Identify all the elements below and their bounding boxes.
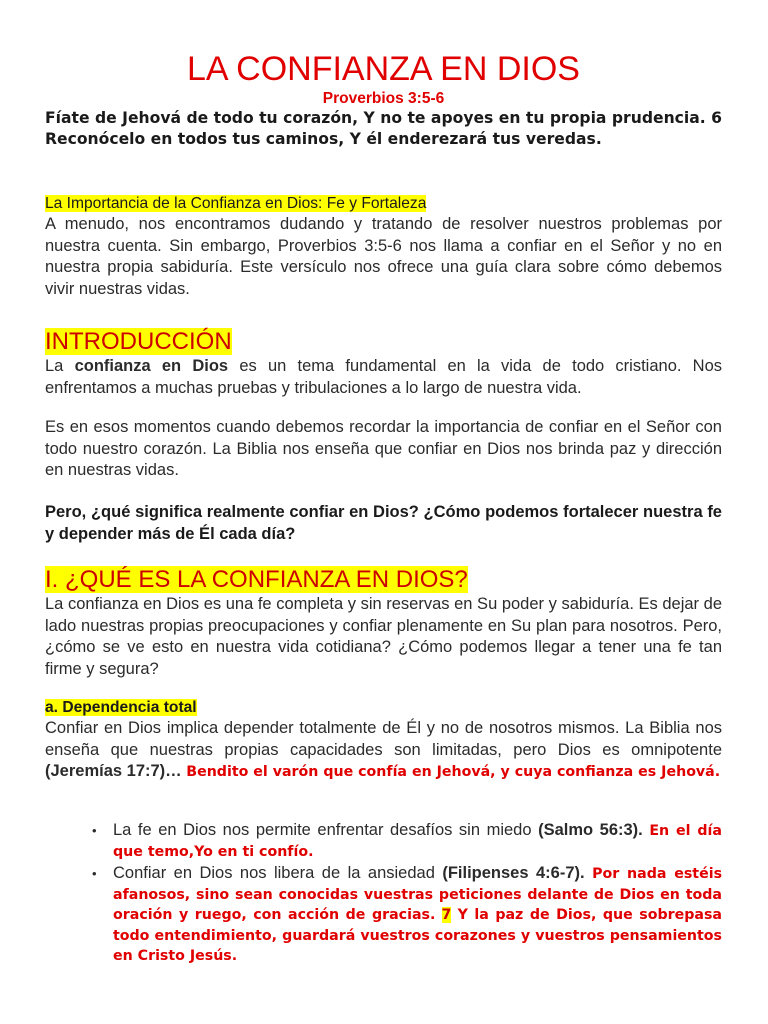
section1-heading xyxy=(45,566,468,594)
bullet-quote-2: Y la paz de Dios, que sobrepasa todo entendimiento, guardará vuestros corazones y vuestros pensamientos en Cristo Jesús. xyxy=(113,907,722,964)
importance-heading xyxy=(45,194,426,214)
intro-heading-text: INTRODUCCIÓN xyxy=(45,328,232,355)
sub-a-ref: (Jeremías 17:7)… xyxy=(45,762,182,780)
verse-number: 7 xyxy=(441,907,452,923)
sub-a-body: Confiar en Dios implica depender totalmente de Él y no de nosotros mismos. La Biblia nos enseña que nuestras propias capacidades son limitadas, pero Dios es omnipotente xyxy=(45,719,722,759)
importance-heading-text: La Importancia de la Confianza en Dios: Fe y Fortaleza xyxy=(45,195,427,212)
bullet-text: Confiar en Dios nos libera de la ansiedad xyxy=(113,864,443,882)
bullet-quote: Por nada estéis afanosos, sino sean conocidas vuestras peticiones delante de Dios en toda oración y ruego, con acción de gracias. xyxy=(113,866,723,923)
importance-paragraph: A menudo, nos encontramos dudando y tratando de resolver nuestros problemas por nuestra cuenta. Sin embargo, Proverbios 3:5-6 nos llama a confiar en el Señor y no en nuestra propia sabiduría. Este versículo nos ofrece una guía clara sobre cómo debemos vivir nuestras vidas. xyxy=(45,215,722,298)
intro-p1-post: es un tema fundamental en la vida de todo cristiano. Nos enfrentamos a muchas pruebas y tribulaciones a lo largo de nuestra vida. xyxy=(45,357,723,397)
intro-question: Pero, ¿qué significa realmente confiar en Dios? ¿Cómo podemos fortalecer nuestra fe y depender más de Él cada día? xyxy=(45,503,722,543)
intro-paragraph-2: Es en esos momentos cuando debemos recordar la importancia de confiar en el Señor con todo nuestro corazón. La Biblia nos enseña que confiar en Dios nos brinda paz y dirección en nuestras vidas. xyxy=(45,418,722,479)
key-verse: Fíate de Jehová de todo tu corazón, Y no te apoyes en tu propia prudencia. 6 Reconócelo en todos tus caminos, Y él enderezará tus veredas. xyxy=(45,109,722,148)
intro-p1-pre: La xyxy=(45,357,75,375)
bullet-icon: • xyxy=(92,823,97,838)
intro-p1-bold: confianza en Dios xyxy=(74,357,229,375)
intro-paragraph-1 xyxy=(45,356,722,399)
sub-a-quote: Bendito el varón que confía en Jehová, y cuya confianza es Jehová. xyxy=(186,764,721,780)
bullet-ref: (Filipenses 4:6-7). xyxy=(442,864,585,882)
bullet-icon: • xyxy=(92,866,97,881)
sub-a-heading-text: a. Dependencia total xyxy=(45,699,197,716)
scripture-reference: Proverbios 3:5-6 xyxy=(322,90,445,107)
bullet-text: La fe en Dios nos permite enfrentar desafíos sin miedo xyxy=(113,821,539,839)
section1-heading-text: I. ¿QUÉ ES LA CONFIANZA EN DIOS? xyxy=(45,566,468,593)
sub-a-paragraph xyxy=(45,718,722,784)
section1-paragraph: La confianza en Dios es una fe completa y sin reservas en Su poder y sabiduría. Es dejar de lado nuestras propias preocupaciones y confiar plenamente en Su plan para nosotros. Pero, ¿cómo se ve esto en nuestra vida cotidiana? ¿Cómo podemos llegar a tener una fe tan firme y segura? xyxy=(45,595,722,678)
bullet-ref: (Salmo 56:3). xyxy=(538,821,643,839)
list-item xyxy=(92,864,723,967)
sub-a-heading xyxy=(45,698,197,718)
page-title: LA CONFIANZA EN DIOS xyxy=(187,50,580,88)
bullet-list xyxy=(92,821,723,969)
intro-heading xyxy=(45,328,232,356)
list-item xyxy=(92,821,722,862)
bullet-quote: En el día que temo,Yo en ti confío. xyxy=(113,823,722,860)
